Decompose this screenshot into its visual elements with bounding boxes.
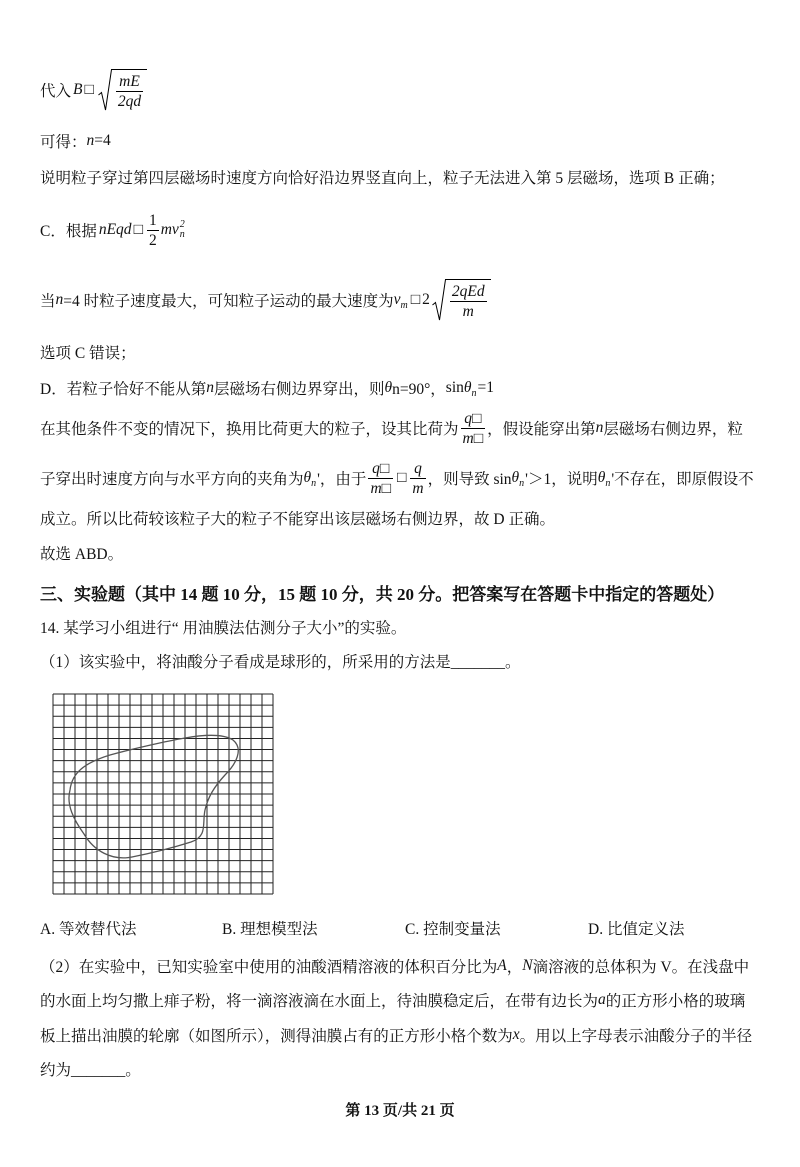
line-text: '，由于: [317, 471, 367, 488]
square-root: [432, 277, 491, 323]
fraction-numerator: q: [414, 459, 422, 477]
line-text: （2）在实验中，已知实验室中使用的油酸酒精溶液的体积百分比为: [40, 959, 498, 976]
radicand: [112, 69, 147, 113]
math-theta: θ: [303, 469, 312, 486]
option-c: [405, 918, 501, 938]
missing-symbol: □: [397, 469, 407, 486]
option-a: [40, 918, 136, 938]
option-text: B. 理想模型法: [222, 921, 318, 938]
question-14-part-2-line-3: [40, 1025, 752, 1045]
line-text: 子穿出时速度方向与水平方向的夹角为: [40, 471, 304, 488]
option-b: [222, 918, 318, 938]
line-text: 在其他条件不变的情况下，换用比荷更大的粒子，设其比荷为: [40, 421, 459, 438]
solution-line-substitute: [40, 66, 147, 114]
sin-function: sin: [445, 379, 464, 396]
coefficient: 2: [422, 291, 430, 308]
page-footer: 第 13 页/共 21 页: [345, 1103, 455, 1119]
solution-line-contradiction: [40, 454, 754, 502]
option-text: A. 等效替代法: [40, 921, 137, 938]
subscript: n: [311, 477, 317, 489]
fraction-numerator: q□: [372, 459, 390, 477]
line-text: ，则导致 sin: [427, 471, 512, 488]
line-text: =4 时粒子速度最大，可知粒子运动的最大速度为: [63, 293, 394, 310]
superscript: 2: [179, 219, 185, 230]
superscript-subscript: [180, 220, 185, 240]
fraction-original-ratio: [410, 459, 425, 498]
solution-answer: [40, 543, 123, 563]
line-text: 约为_______。: [40, 1062, 141, 1079]
fraction: [116, 72, 143, 111]
line-text: 板上描出油膜的轮廓（如图所示），测得油膜占有的正方形小格个数为: [40, 1028, 513, 1045]
line-text: =1: [477, 379, 495, 396]
subscript: n: [519, 477, 525, 489]
solution-line-option-c: [40, 206, 185, 254]
question-14-part-2-line-1: [40, 956, 749, 976]
section-heading: [40, 580, 724, 604]
math-theta: θ: [384, 379, 393, 396]
radical-sign-icon: [98, 67, 112, 113]
math-variable-v: v: [393, 291, 401, 308]
oil-film-grid: [52, 693, 274, 895]
line-text: ，假设能穿出第: [487, 421, 596, 438]
fraction-denominator: m□: [370, 479, 391, 497]
fraction-denominator: 2qd: [117, 93, 142, 110]
radical-stroke: [98, 70, 112, 111]
fraction-denominator: 2: [148, 231, 157, 249]
option-text: C. 控制变量法: [405, 921, 501, 938]
solution-line-max-speed: [40, 276, 491, 324]
question-14-part-2-line-4: [40, 1059, 141, 1079]
line-text: 层磁场右侧边界，粒: [603, 421, 743, 438]
solution-line-option-c-verdict: [40, 342, 136, 362]
line-text: 的水面上均匀撒上痱子粉，将一滴溶液滴在水面上，待油膜稳定后，在带有边长为: [40, 993, 599, 1010]
solution-line-conclusion: [40, 508, 555, 528]
line-text: 故选 ABD。: [40, 546, 124, 563]
line-text: '＞1，说明: [525, 471, 598, 488]
line-text: （1）该实验中，将油酸分子看成是球形的，所采用的方法是_______。: [40, 654, 521, 671]
math-variable-a: a: [598, 991, 606, 1008]
line-text: '不存在，即原假设不: [611, 471, 754, 488]
math-variable-a-upper: A: [497, 957, 507, 974]
line-text: 14. 某学习小组进行“ 用油膜法估测分子大小”的实验。: [40, 620, 407, 637]
line-text: 可得：: [40, 134, 87, 151]
line-text: 成立。所以比荷较该粒子大的粒子不能穿出该层磁场右侧边界，故 D 正确。: [40, 511, 555, 528]
solution-line-explanation: [40, 167, 725, 187]
oil-film-outline: [69, 735, 238, 858]
fraction: [450, 282, 487, 321]
math-expression-mv: mv: [160, 221, 179, 238]
solution-line-assumption: [40, 404, 743, 452]
question-14-part-1: [40, 651, 521, 671]
math-variable-n: n: [86, 132, 95, 149]
fraction-new-ratio: [368, 459, 393, 498]
math-variable-x: x: [512, 1026, 520, 1043]
fraction-denominator: m□: [462, 429, 484, 447]
line-text: =4: [94, 132, 111, 149]
fraction-charge-mass-ratio: [461, 409, 486, 448]
fraction-numerator: 2qEd: [451, 283, 485, 300]
subscript: n: [179, 229, 185, 240]
fraction-half: [147, 211, 159, 250]
solution-line-result: [40, 131, 111, 151]
line-text: 滴溶液的总体积为 V。在浅盘中: [532, 959, 750, 976]
math-variable-n: n: [55, 291, 64, 308]
question-14-part-2-line-2: [40, 990, 745, 1010]
solution-line-option-d: [40, 378, 494, 398]
radical-sign-icon: [432, 277, 446, 323]
subscript: m: [400, 299, 408, 311]
line-text: 说明粒子穿过第四层磁场时速度方向恰好沿边界竖直向上，粒子无法进入第 5 层磁场，选项 B 正确；: [40, 170, 725, 187]
fraction-numerator: q□: [464, 409, 482, 427]
math-variable-b: B: [73, 81, 83, 98]
fraction-numerator: 1: [148, 211, 157, 229]
line-text: ，: [506, 959, 523, 976]
fraction-numerator: mE: [119, 73, 140, 90]
line-text: C．根据: [40, 223, 97, 240]
math-theta: θ: [597, 469, 606, 486]
subscript: n: [471, 387, 477, 399]
option-d: [588, 918, 684, 938]
question-14-stem: [40, 617, 406, 637]
subscript: n: [605, 477, 611, 489]
line-text: 。用以上字母表示油酸分子的半径: [519, 1028, 753, 1045]
math-theta: θ: [463, 379, 472, 396]
line-text: n=90°，: [392, 381, 446, 398]
fraction-denominator: m: [450, 301, 487, 321]
option-text: D. 比值定义法: [588, 921, 685, 938]
heading-text: 三、实验题（其中 14 题 10 分，15 题 10 分，共 20 分。把答案写在答题卡中指定的答题处）: [40, 584, 725, 604]
missing-symbol: □: [84, 81, 94, 98]
square-root: [98, 67, 147, 113]
line-text: 选项 C 错误；: [40, 345, 136, 362]
math-variable-n: n: [595, 419, 604, 436]
math-variable-n-upper: N: [522, 957, 533, 974]
missing-symbol: □: [133, 221, 143, 238]
fraction-denominator: m: [412, 479, 424, 497]
grid-lines: [53, 694, 273, 894]
math-theta: θ: [511, 469, 520, 486]
line-text: 当: [40, 293, 56, 310]
line-text: 层磁场右侧边界穿出，则: [213, 381, 385, 398]
radical-stroke: [432, 280, 446, 321]
math-expression: nEqd: [98, 221, 132, 238]
math-variable-n: n: [206, 379, 214, 396]
radicand: [446, 279, 491, 323]
line-text: 代入: [40, 83, 72, 100]
line-text: 的正方形小格的玻璃: [605, 993, 746, 1010]
line-text: D．若粒子恰好不能从第: [40, 381, 207, 398]
missing-symbol: □: [410, 291, 421, 308]
